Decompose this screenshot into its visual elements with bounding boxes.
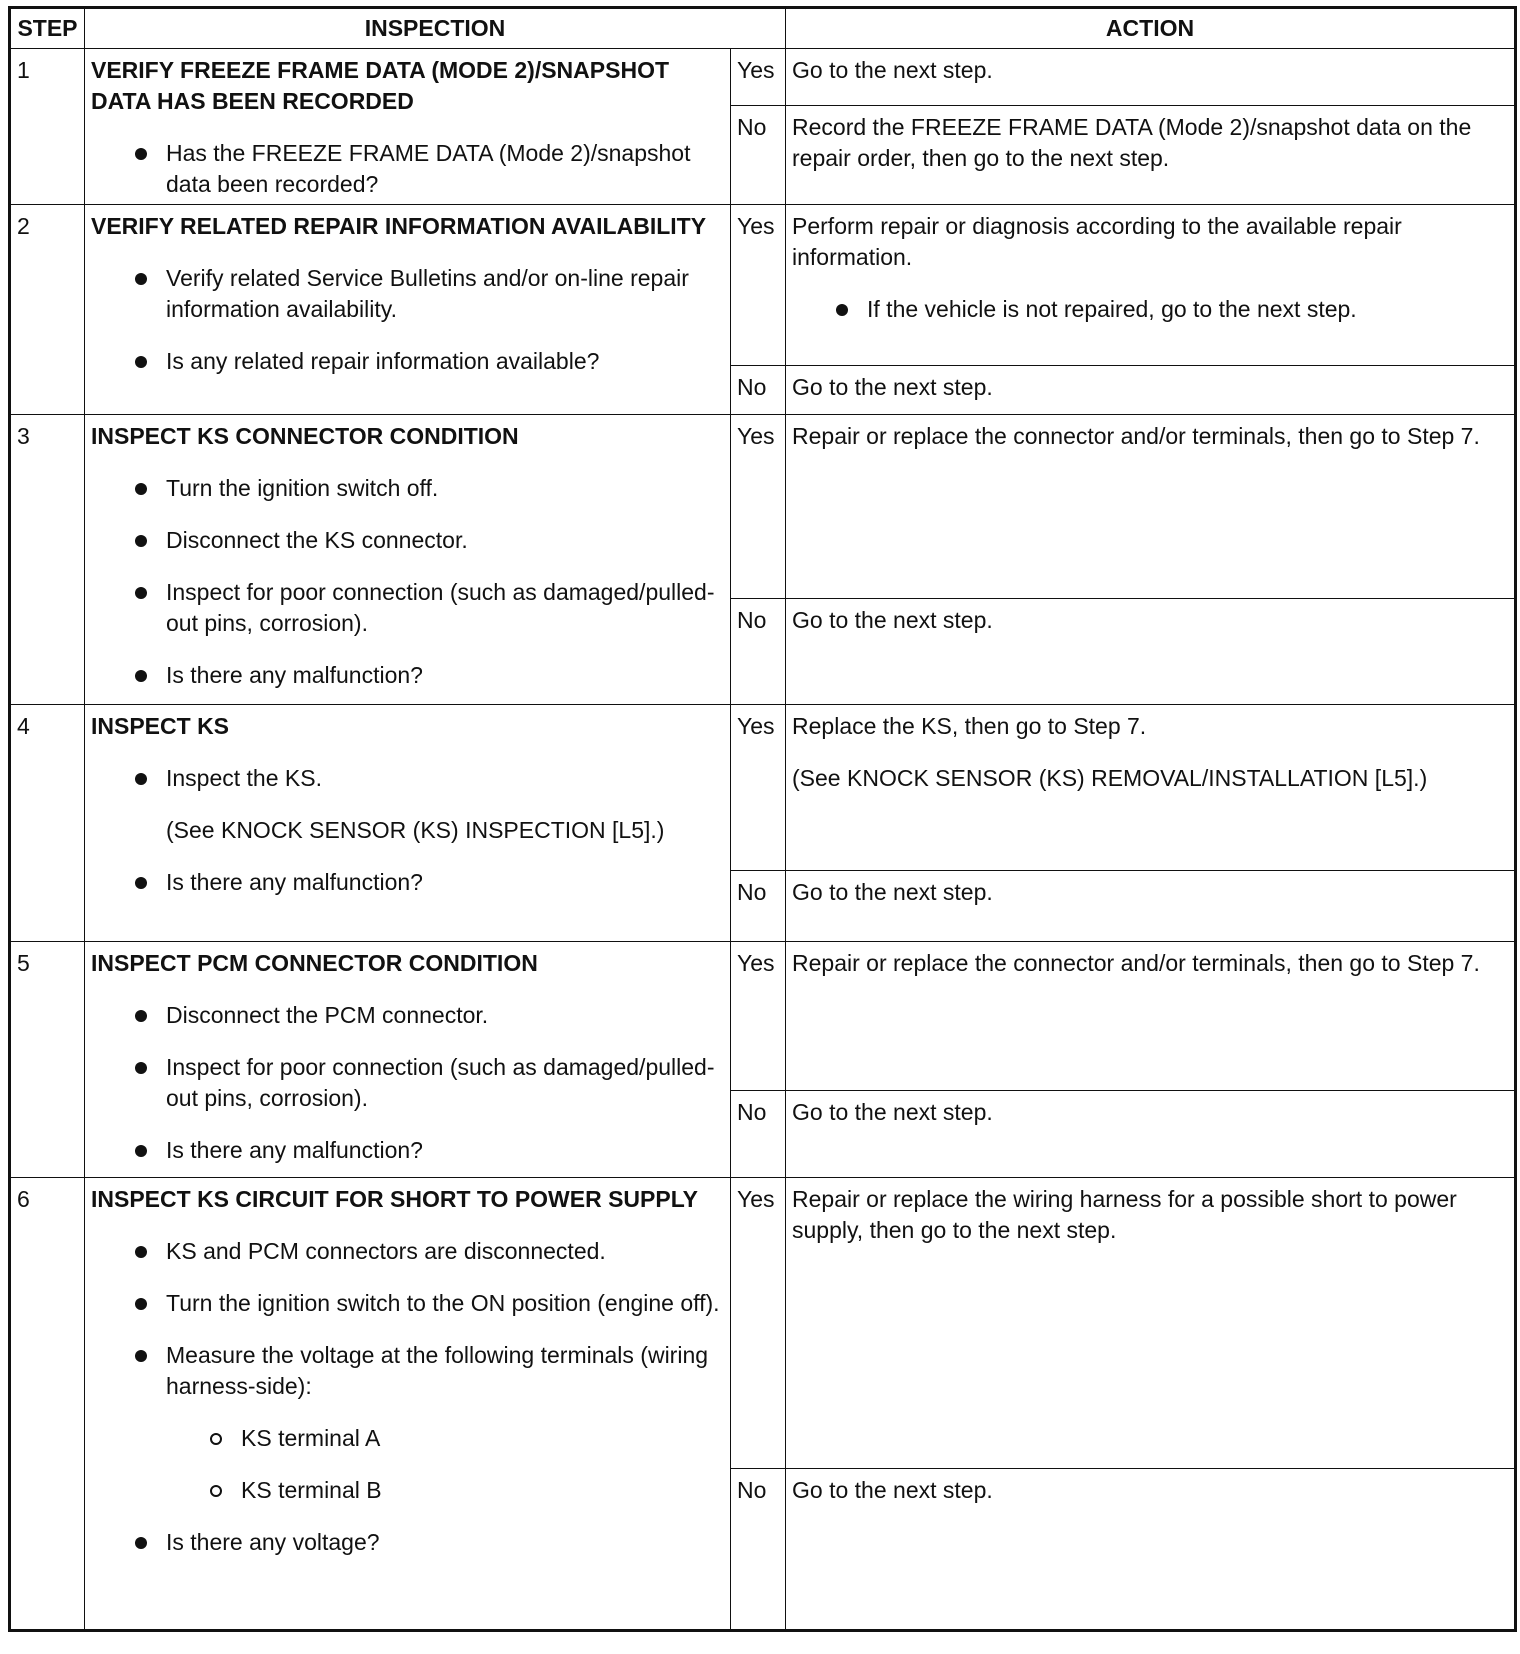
table-row: [10, 705, 1516, 871]
no-label: No: [731, 1469, 786, 1631]
no-action: Go to the next step.: [786, 366, 1516, 415]
yes-label: Yes: [731, 942, 786, 1091]
inspection-bullet: Disconnect the KS connector.: [91, 525, 724, 556]
action-column-header: ACTION: [786, 8, 1516, 49]
step-number: 1: [10, 49, 85, 205]
no-action: Record the FREEZE FRAME DATA (Mode 2)/snapshot data on the repair order, then go to the next step.: [786, 106, 1516, 205]
table-row: [10, 1178, 1516, 1469]
inspection-bullet: Is there any voltage?: [91, 1527, 724, 1558]
action-bullet: If the vehicle is not repaired, go to the next step.: [792, 294, 1508, 325]
yes-label: Yes: [731, 415, 786, 599]
no-label: No: [731, 1091, 786, 1178]
inspection-cell: [85, 415, 731, 705]
no-action: Go to the next step.: [786, 1091, 1516, 1178]
table-row: [10, 49, 1516, 106]
no-label: No: [731, 871, 786, 942]
inspection-bullet: Is there any malfunction?: [91, 1135, 724, 1166]
no-label: No: [731, 599, 786, 705]
inspection-title: INSPECT KS CIRCUIT FOR SHORT TO POWER SUPPLY: [91, 1186, 699, 1212]
no-action: Go to the next step.: [786, 1469, 1516, 1631]
inspection-table: [8, 6, 1517, 1632]
inspection-bullet: Turn the ignition switch to the ON position (engine off).: [91, 1288, 724, 1319]
step-number: 3: [10, 415, 85, 705]
yes-label: Yes: [731, 49, 786, 106]
terminal-sub-bullet: KS terminal A: [91, 1423, 724, 1454]
inspection-bullet: Is there any malfunction?: [91, 660, 724, 691]
inspection-cell: [85, 942, 731, 1178]
table-row: [10, 942, 1516, 1091]
inspection-bullet: Disconnect the PCM connector.: [91, 1000, 724, 1031]
step-number: 4: [10, 705, 85, 942]
yes-action-cell: [786, 705, 1516, 871]
action-reference: (See KNOCK SENSOR (KS) REMOVAL/INSTALLATION [L5].): [792, 765, 1428, 791]
inspection-bullet: Is any related repair information available?: [91, 346, 724, 377]
step-column-header: STEP: [10, 8, 85, 49]
inspection-cell: [85, 705, 731, 942]
inspection-bullet: KS and PCM connectors are disconnected.: [91, 1236, 724, 1267]
yes-action: Replace the KS, then go to Step 7.: [792, 713, 1147, 739]
yes-label: Yes: [731, 1178, 786, 1469]
step-number: 6: [10, 1178, 85, 1631]
inspection-title: VERIFY FREEZE FRAME DATA (MODE 2)/SNAPSHOT DATA HAS BEEN RECORDED: [91, 57, 670, 114]
inspection-bullet: Inspect for poor connection (such as damaged/pulled-out pins, corrosion).: [91, 577, 724, 639]
no-action: Go to the next step.: [786, 871, 1516, 942]
inspection-column-header: INSPECTION: [85, 8, 786, 49]
inspection-bullet: Verify related Service Bulletins and/or on-line repair information availability.: [91, 263, 724, 325]
yes-label: Yes: [731, 705, 786, 871]
header-row: [10, 8, 1516, 49]
no-action: Go to the next step.: [786, 599, 1516, 705]
table-row: [10, 205, 1516, 366]
yes-action: Repair or replace the connector and/or terminals, then go to Step 7.: [786, 942, 1516, 1091]
inspection-cell: [85, 49, 731, 205]
inspection-title: INSPECT PCM CONNECTOR CONDITION: [91, 950, 538, 976]
terminal-sub-bullet: KS terminal B: [91, 1475, 724, 1506]
no-label: No: [731, 366, 786, 415]
inspection-title: INSPECT KS CONNECTOR CONDITION: [91, 423, 519, 449]
step-number: 5: [10, 942, 85, 1178]
step-number: 2: [10, 205, 85, 415]
no-label: No: [731, 106, 786, 205]
inspection-title: VERIFY RELATED REPAIR INFORMATION AVAILABILITY: [91, 213, 707, 239]
inspection-title: INSPECT KS: [91, 713, 230, 739]
yes-action: Perform repair or diagnosis according to the available repair information.: [792, 213, 1402, 270]
inspection-bullet: Is there any malfunction?: [91, 867, 724, 898]
inspection-reference: (See KNOCK SENSOR (KS) INSPECTION [L5].): [166, 817, 665, 843]
yes-action: Repair or replace the connector and/or terminals, then go to Step 7.: [786, 415, 1516, 599]
yes-action-cell: [786, 205, 1516, 366]
yes-action: Repair or replace the wiring harness for a possible short to power supply, then go to the next step.: [786, 1178, 1516, 1469]
table-row: [10, 415, 1516, 599]
inspection-bullet: Inspect the KS.: [91, 763, 724, 794]
inspection-cell: [85, 1178, 731, 1631]
inspection-bullet: Measure the voltage at the following terminals (wiring harness-side):: [91, 1340, 724, 1402]
yes-label: Yes: [731, 205, 786, 366]
inspection-cell: [85, 205, 731, 415]
diagnostic-procedure: [8, 6, 1514, 1632]
inspection-bullet: Inspect for poor connection (such as damaged/pulled-out pins, corrosion).: [91, 1052, 724, 1114]
inspection-bullet: Has the FREEZE FRAME DATA (Mode 2)/snapshot data been recorded?: [91, 138, 724, 200]
inspection-bullet: Turn the ignition switch off.: [91, 473, 724, 504]
yes-action: Go to the next step.: [786, 49, 1516, 106]
